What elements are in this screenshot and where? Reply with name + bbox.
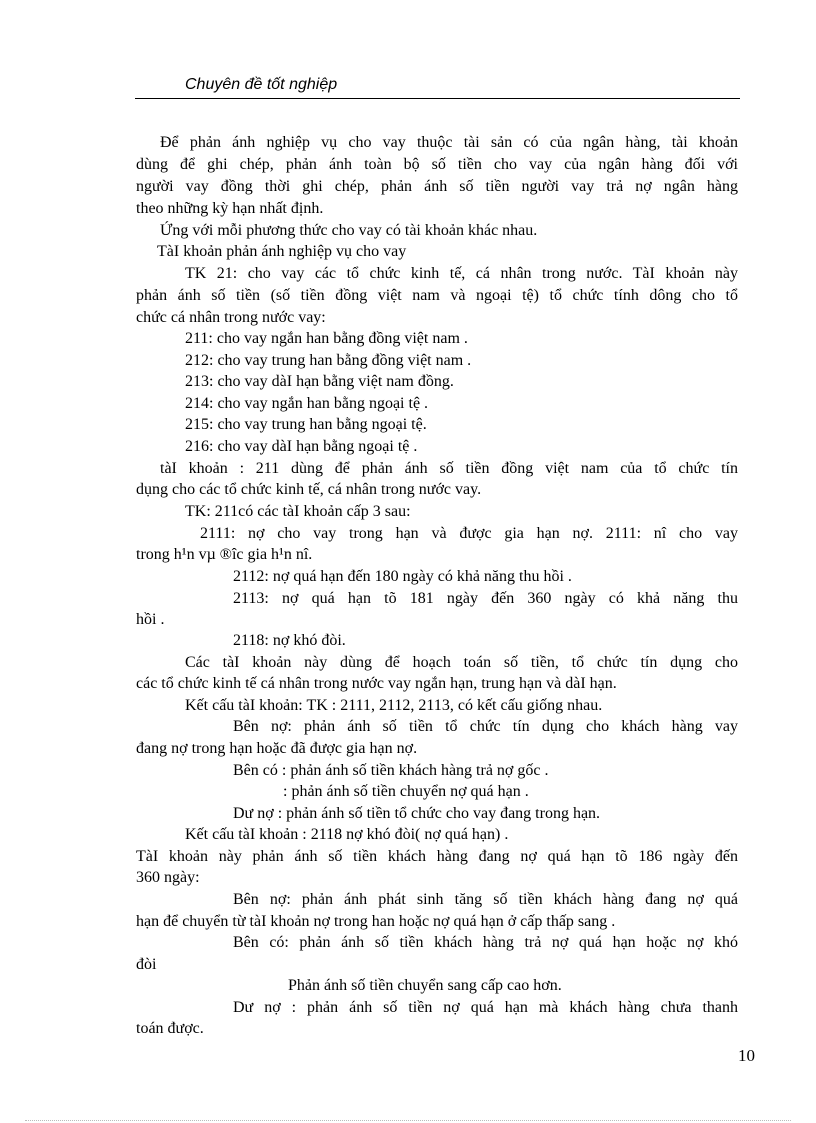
text-line: Kết cấu tàI khoản: TK : 2111, 2112, 2113, có kết cấu giống nhau.	[185, 697, 603, 714]
text-line: Kết cấu tàI khoản : 2118 nợ khó đòi( nợ quá hạn) .	[185, 826, 509, 843]
text-line: Phản ánh số tiền chuyển sang cấp cao hơn.	[288, 977, 562, 994]
page-bottom-divider	[25, 1120, 791, 1121]
text-line: các tổ chức kinh tế cá nhân trong nước vay ngắn hạn, trung hạn và dàI hạn.	[136, 675, 617, 692]
text-line: hạn để chuyển từ tàI khoản nợ trong han hoặc nợ quá hạn ở cấp thấp sang .	[136, 913, 616, 930]
text-line: 214: cho vay ngắn han bằng ngoại tệ .	[185, 395, 429, 412]
text-line: 212: cho vay trung han bằng đồng việt nam .	[185, 352, 472, 369]
text-line: người vay đồng thời ghi chép, phản ánh số tiền người vay trả nợ ngân hàng	[136, 178, 738, 195]
text-line: 2112: nợ quá hạn đến 180 ngày có khả năng thu hồi .	[233, 568, 572, 585]
text-line: Bên nợ: phản ánh phát sinh tăng số tiền khách hàng đang nợ quá	[233, 891, 738, 908]
header-divider	[135, 98, 740, 99]
text-line: TàI khoản này phản ánh số tiền khách hàng đang nợ quá hạn tõ 186 ngày đến	[136, 848, 738, 865]
text-line: chức cá nhân trong nước vay:	[136, 309, 326, 326]
text-line: Ứng với mỗi phương thức cho vay có tài khoản khác nhau.	[160, 222, 538, 239]
text-line: 216: cho vay dàI hạn bằng ngoại tệ .	[185, 438, 418, 455]
text-line: Bên nợ: phản ánh số tiền tổ chức tín dụng cho khách hàng vay	[233, 718, 738, 735]
text-line: Dư nợ : phản ánh số tiền tổ chức cho vay đang trong hạn.	[233, 805, 601, 822]
text-line: Để phản ánh nghiệp vụ cho vay thuộc tài sản có của ngân hàng, tài khoản	[160, 134, 738, 151]
text-line: tàI khoản : 211 dùng để phản ánh số tiền đồng việt nam của tổ chức tín	[160, 460, 738, 477]
text-line: đòi	[136, 956, 157, 973]
text-line: Dư nợ : phản ánh số tiền nợ quá hạn mà khách hàng chưa thanh	[233, 999, 738, 1016]
text-line: Bên có : phản ánh số tiền khách hàng trả nợ gốc .	[233, 762, 549, 779]
text-line: Các tàI khoản này dùng để hoạch toán số tiền, tổ chức tín dụng cho	[185, 654, 738, 671]
text-line: 215: cho vay trung han bằng ngoại tệ.	[185, 416, 427, 433]
text-line: đang nợ trong hạn hoặc đã được gia hạn nợ.	[136, 740, 418, 757]
text-line: 211: cho vay ngắn han bằng đồng việt nam .	[185, 330, 468, 347]
text-line: TàI khoản phản ánh nghiệp vụ cho vay	[157, 243, 407, 260]
text-line: 2118: nợ khó đòi.	[233, 632, 346, 649]
page-header-title: Chuyên đề tốt nghiệp	[185, 76, 338, 93]
text-line: phản ánh số tiền (số tiền đồng việt nam và ngoại tệ) tổ chức tính dông cho tổ	[136, 287, 738, 304]
text-line: 360 ngày:	[136, 869, 200, 886]
text-line: hồi .	[136, 611, 165, 628]
text-line: dụng cho các tổ chức kinh tế, cá nhân trong nước vay.	[136, 481, 482, 498]
text-line: theo những kỳ hạn nhất định.	[136, 200, 324, 217]
text-line: toán được.	[136, 1020, 204, 1037]
text-line: Bên có: phản ánh số tiền khách hàng trả nợ quá hạn hoặc nợ khó	[233, 934, 738, 951]
text-line: 213: cho vay dàI hạn bằng việt nam đồng.	[185, 373, 454, 390]
text-line: 2111: nợ cho vay trong hạn và được gia hạn nợ. 2111: nî cho vay	[200, 525, 738, 542]
text-line: TK 21: cho vay các tổ chức kinh tế, cá nhân trong nước. TàI khoản này	[185, 265, 738, 282]
text-line: TK: 211có các tàI khoản cấp 3 sau:	[185, 503, 411, 520]
text-line: : phản ánh số tiền chuyển nợ quá hạn .	[283, 783, 529, 800]
text-line: trong h¹n vµ ®îc gia h¹n nî.	[136, 546, 313, 563]
text-line: 2113: nợ quá hạn tõ 181 ngày đến 360 ngày có khả năng thu	[233, 590, 738, 607]
text-line: dùng để ghi chép, phản ánh toàn bộ số tiền cho vay của ngân hàng đối với	[136, 156, 738, 173]
page-number: 10	[738, 1046, 755, 1065]
